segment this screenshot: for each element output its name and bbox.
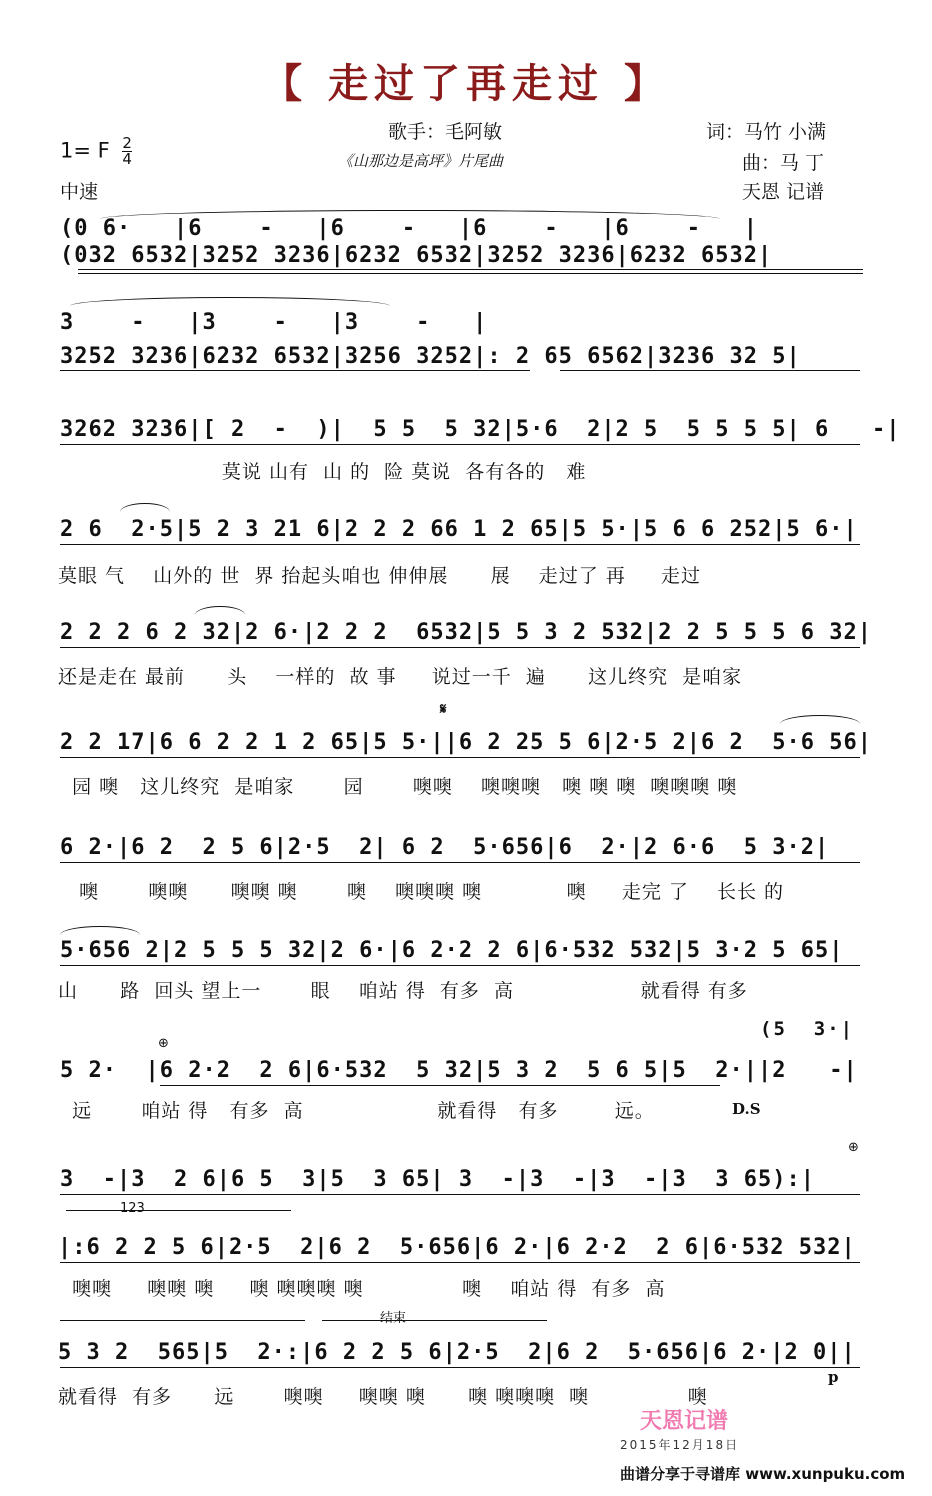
segno-mark: 𝄋 <box>440 700 447 718</box>
beam-line <box>60 1262 860 1263</box>
lyrics-line-3: 莫说 山有 山 的 险 莫说 各有各的 难 <box>60 461 587 483</box>
score-line-6: 2 2 17|6 6 2 2 1 2 65|5 5·||6 2 25 5 6|2·5 2|6 2 5·6 56| <box>60 730 872 755</box>
score-line-1a: (0 6· |6 - |6 - |6 - |6 - | <box>60 216 759 241</box>
slur-arc <box>195 606 245 615</box>
key-signature <box>60 136 132 167</box>
page-title <box>0 52 932 109</box>
fine-label: 结束 <box>380 1311 407 1326</box>
beam-line <box>60 965 860 966</box>
score-line-4: 2 6 2·5|5 2 3 21 6|2 2 2 66 1 2 65|5 5·|5 6 6 252|5 6·| <box>60 517 858 542</box>
beam-line <box>60 1367 860 1368</box>
score-line-1b: (032 6532|3252 3236|6232 6532|3252 3236|6232 6532| <box>60 243 773 268</box>
coda-mark: ⊕ <box>848 1140 859 1155</box>
beam-line <box>60 647 860 648</box>
title-bracket-right: 】 <box>623 61 670 107</box>
beam-line <box>60 444 860 445</box>
score-line-10: 3 -|3 2 6|6 5 3|5 3 65| 3 -|3 -|3 -|3 3 65):| <box>60 1167 815 1192</box>
time-signature <box>122 136 132 167</box>
time-bottom: 4 <box>122 150 132 168</box>
transcriber-label: 天恩 记谱 <box>742 181 825 203</box>
score-line-3: 3262 3236|[ 2 - )| 5 5 5 32|5·6 2|2 5 5 5 5 5| 6 -| <box>60 417 901 442</box>
beam-line <box>560 370 860 371</box>
beam-line <box>78 273 863 274</box>
score-line-11: |:6 2 2 5 6|2·5 2|6 2 5·656|6 2·|6 2·2 2 6|6·532 532| <box>58 1235 856 1260</box>
slur-arc <box>60 926 140 935</box>
score-line-8: 5·656 2|2 5 5 5 32|2 6·|6 2·2 2 6|6·532 532|5 3·2 5 65| <box>60 938 844 963</box>
beam-line <box>78 269 863 270</box>
volta-bracket <box>322 1320 547 1321</box>
dynamic-mark: p <box>828 1368 839 1386</box>
footer-source: 曲谱分享于寻谱库 www.xunpuku.com <box>620 1465 906 1483</box>
composer-label: 曲：马 丁 <box>742 152 825 174</box>
score-line-9: 5 2· |6 2·2 2 6|6·532 5 32|5 3 2 5 6 5|5 2·||2 -| <box>60 1058 858 1083</box>
lyrics-line-9: 远 咱站 得 有多 高 就看得 有多 远。 <box>58 1100 655 1122</box>
source-label: 《山那边是高坪》片尾曲 <box>338 152 504 170</box>
tempo-label: 中速 <box>60 181 99 203</box>
song-title: 走过了再走过 <box>328 61 604 107</box>
volta-bracket <box>60 1320 305 1321</box>
coda-mark: ⊕ <box>158 1036 169 1051</box>
score-line-5: 2 2 2 6 2 32|2 6·|2 2 2 6532|5 5 3 2 532|2 2 5 5 5 6 32| <box>60 620 872 645</box>
lyrics-line-7: 噢 噢噢 噢噢 噢 噢 噢噢噢 噢 噢 走完 了 长长 的 <box>58 881 785 903</box>
score-line-2b: 3252 3236|6232 6532|3256 3252|: 2 65 6562|3236 32 5| <box>60 344 801 369</box>
beam-line <box>60 370 530 371</box>
score-line-7: 6 2·|6 2 2 5 6|2·5 2| 6 2 5·656|6 2·|2 6·6 5 3·2| <box>60 835 830 860</box>
lyrics-line-12: 就看得 有多 远 噢噢 噢噢 噢 噢 噢噢噢 噢 噢 <box>58 1386 708 1408</box>
intro-return-notes: (5 3·| <box>760 1018 855 1040</box>
title-bracket-left: 【 <box>262 61 309 107</box>
beam-line <box>160 1085 720 1086</box>
transcriber-stamp: 天恩记谱 <box>640 1408 729 1434</box>
score-line-2a: 3 - |3 - |3 - | <box>60 310 488 335</box>
singer-label: 歌手：毛阿敏 <box>388 121 503 143</box>
lyrics-line-5: 还是走在 最前 头 一样的 故 事 说过一千 遍 这儿终究 是咱家 <box>58 666 743 688</box>
lyrics-line-11: 噢噢 噢噢 噢 噢 噢噢噢 噢 噢 咱站 得 有多 高 <box>58 1278 666 1300</box>
beam-line <box>60 757 860 758</box>
ds-mark: D.S <box>732 1100 761 1118</box>
beam-line <box>60 1194 860 1195</box>
score-line-12: 5 3 2 565|5 2·:|6 2 2 5 6|2·5 2|6 2 5·656|6 2·|2 0|| <box>58 1340 856 1365</box>
slur-arc <box>120 503 170 512</box>
key-label: 1= F <box>60 138 110 163</box>
beam-line <box>60 862 860 863</box>
volta-bracket <box>66 1210 291 1211</box>
lyrics-line-8: 山 路 回头 望上一 眼 咱站 得 有多 高 就看得 有多 <box>58 980 748 1002</box>
stamp-date: 2015年12月18日 <box>620 1438 740 1452</box>
beam-line <box>60 544 860 545</box>
lyrics-line-4: 莫眼 气 山外的 世 界 抬起头咱也 伸伸展 展 走过了 再 走过 <box>58 565 702 587</box>
lyrics-line-6: 园 噢 这儿终究 是咱家 园 噢噢 噢噢噢 噢 噢 噢 噢噢噢 噢 <box>58 776 738 798</box>
slur-arc <box>780 715 860 724</box>
volta-label: 123 <box>120 1201 145 1216</box>
tie-arc <box>70 297 390 306</box>
time-top: 2 <box>122 134 132 152</box>
lyricist-label: 词：马竹 小满 <box>706 121 827 143</box>
